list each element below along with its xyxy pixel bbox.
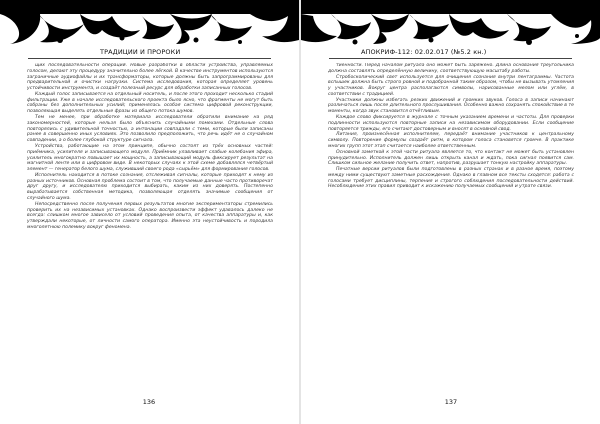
page-number: 137 xyxy=(444,398,458,406)
paragraph: Литания, произнесённая исполнителем, передаёт внимание участников к центральному символу. Повторение формулы создаёт ритм, в котором голоса становятся громче. В практике многих групп этот этап считается наиболее ответственным. xyxy=(328,132,574,149)
paragraph: Стробоскопический свет используется для очищения сознания внутри пентаграммы. Частота вспышек должна быть строго ровной и подобранной таким образом, чтобы не вызывать утомления у участников. Вокруг центра располагаются символы, нарисованные мелом или углём, в соответствии с традицией. xyxy=(328,74,574,97)
paragraph: тиенности. Перед началом ритуала оно может быть заряжено. Длина основания треугольника должна составлять определённую величину, соответствующую масштабу работы. xyxy=(328,63,574,74)
ornament-header-left xyxy=(0,0,299,46)
ornament-header-right xyxy=(301,0,600,46)
paragraph: Исполнитель находится в потоке сознания, отслеживая сигналы, которые приходят к нему из разных источников. Основная проблема состоит в том, что получаемые данные часто противоречат друг другу, и исследователю приходится выбирать, каким из них доверять. Постепенно вырабатывается собственная методика, позволяющая отделять значимые сообщения от случайного шума. xyxy=(27,172,273,201)
right-page xyxy=(301,0,600,424)
paragraph: Печатные версии ритуалов были подготовлены в разных странах и в разное время, поэтому между ними существуют заметные расхождения. Однако в главном все тексты сходятся: работа с голосами требует дисциплины, терпения и строгого соблюдения последовательности действий. Несоблюдение этих правил приводит к искажению получаемых сообщений и утрате связи. xyxy=(328,167,574,190)
body-text xyxy=(27,63,273,386)
paragraph: Тем не менее, при обработке материала исследователи обратили внимание на ряд закономерностей, которые нельзя было объяснить случайными помехами. Отдельные слова повторялись с удивительной точностью, а интонации совпадали с теми, которые были записаны ранее в совершенно иных условиях. Это позволило предположить, что речь идёт не о случайном совпадении, а о более глубокой структуре сигнала. xyxy=(27,115,273,144)
paragraph: Участники должны избегать резких движений и громких звуков. Голоса в записи начинают различаться лишь после длительного прослушивания. Особенно важно сохранять спокойствие в те моменты, когда звук становится отчётливым. xyxy=(328,97,574,115)
running-head: ТРАДИЦИИ И ПРОРОКИ xyxy=(100,48,181,56)
page-number: 136 xyxy=(142,398,156,406)
paragraph: Устройства, работающие на этом принципе, обычно состоят из трёх основных частей: приёмника, усилителя и записывающего модуля. Приёмник улавливает слабые колебания эфира, усилитель многократно повышает их мощность, а записывающий модуль фиксирует результат на магнитной ленте или в цифровом виде. В некоторых случаях к этой схеме добавлялся четвёртый элемент — генератор белого шума, служивший своего рода «сырьём» для формирования голосов. xyxy=(27,143,273,173)
body-text xyxy=(328,63,574,386)
paragraph: Непосредственно после получения первых результатов многие экспериментаторы стремились проверить их на независимых установках. Однако воспроизвести эффект удавалось далеко не всегда: слишком многое зависело от условий проведения опыта, от качества аппаратуры и, как утверждали некоторые, от личности самого оператора. Именно эта неустойчивость и породила многолетнюю полемику вокруг феномена. xyxy=(27,201,273,230)
paragraph: Основной заметкой к этой части ритуала является то, что контакт не может быть установлен принудительно. Исполнитель должен лишь открыть канал и ждать, пока сигнал появится сам. Слишком сильное желание получить ответ, напротив, разрушает тонкую настройку аппаратуры. xyxy=(328,149,574,167)
running-head: АПОКРИФ-112: 02.02.017 (№5.2 кн.) xyxy=(361,48,487,56)
header-divider xyxy=(28,58,271,59)
paragraph: щих последовательности операций. Новые разработки в области устройства, управляемых голосом, делают эту процедуру значительно более лёгкой. В качестве инструментов используются заграничные аудиофайлы и их трансформаторы, которые должны быть запрограммированы для предварительной и очистки нагрузки. Система исследования, которая определяет уровень устойчивости инструмента, и создаёт полезный ресурс для обработки записанных голосов. xyxy=(27,63,273,92)
header-divider xyxy=(329,58,572,59)
paragraph: Каждое слово фиксируется в журнале с точным указанием времени и частоты. Для проверки подлинности используются повторные записи на независимом оборудовании. Если сообщение повторяется трижды, его считают достоверным и вносят в основной свод. xyxy=(328,115,574,132)
paragraph: Каждый голос записывается на отдельный носитель, и после этого проходит несколько стадий фильтрации. Уже в начале исследовательского проекта было ясно, что фрагменты не могут быть собраны без дополнительных усилий; применялась особая система цифровой реконструкции, позволяющая выделять отдельные фразы из общего потока шумов. xyxy=(27,91,273,115)
left-page xyxy=(0,0,299,424)
